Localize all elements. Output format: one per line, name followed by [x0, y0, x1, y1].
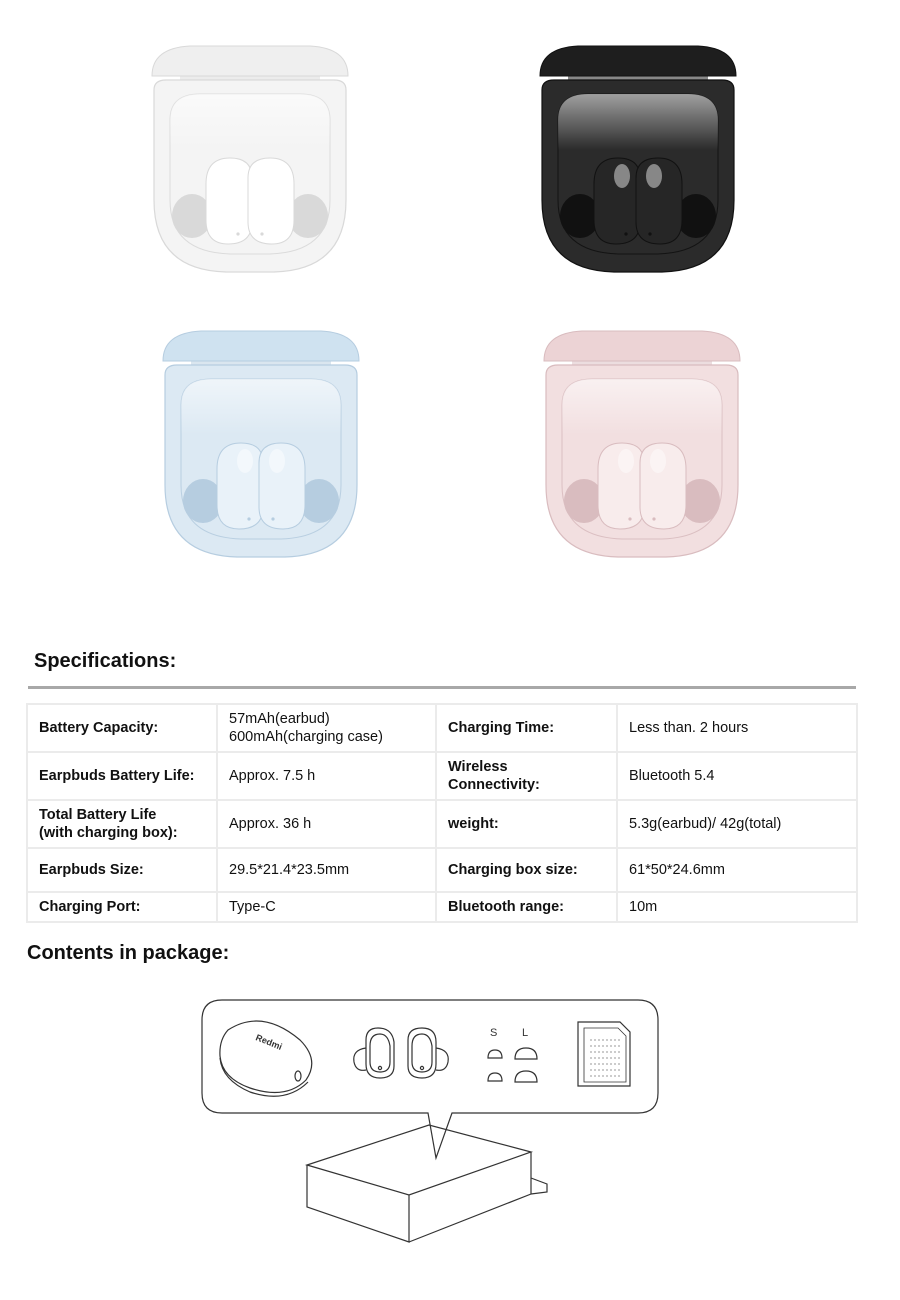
- contents-title: Contents in package:: [27, 942, 230, 964]
- package-box-icon: [307, 1125, 547, 1242]
- spec-value: 29.5*21.4*23.5mm: [217, 848, 436, 892]
- spec-value: Approx. 36 h: [217, 800, 436, 848]
- spec-value: 61*50*24.6mm: [617, 848, 857, 892]
- spec-value: 5.3g(earbud)/ 42g(total): [617, 800, 857, 848]
- specifications-table: [26, 703, 858, 923]
- ear-tips-icon: [488, 1027, 537, 1082]
- earbud-case-pink: [544, 331, 740, 557]
- product-gallery-art: [0, 0, 900, 600]
- earbud-case-white: [152, 46, 348, 272]
- spec-key-line: Wireless: [448, 759, 508, 775]
- product-gallery: [0, 0, 900, 600]
- package-line-art: [0, 990, 900, 1250]
- spec-key: Bluetooth range:: [436, 892, 617, 922]
- spec-value: Less than. 2 hours: [617, 704, 857, 752]
- spec-value: Bluetooth 5.4: [617, 752, 857, 800]
- spec-key: Charging Time:: [436, 704, 617, 752]
- spec-key: [436, 752, 617, 800]
- earbud-case-black: [540, 46, 736, 272]
- user-manual-icon: [578, 1022, 630, 1086]
- spec-key: [27, 800, 217, 848]
- spec-key: Earpbuds Battery Life:: [27, 752, 217, 800]
- spec-value: Type-C: [217, 892, 436, 922]
- earbud-case-blue: [163, 331, 359, 557]
- earbuds-icon: [354, 1028, 449, 1078]
- specifications-title: Specifications:: [34, 650, 177, 672]
- charging-case-icon: [220, 1021, 312, 1096]
- spec-key-line: (with charging box):: [39, 825, 178, 841]
- spec-key: Charging box size:: [436, 848, 617, 892]
- spec-key-line: Connectivity:: [448, 777, 540, 793]
- tip-size-large-label: L: [522, 1027, 529, 1039]
- spec-key: Battery Capacity:: [27, 704, 217, 752]
- spec-value: 10m: [617, 892, 857, 922]
- spec-value: [217, 704, 436, 752]
- table-row: [27, 704, 857, 752]
- spec-key: weight:: [436, 800, 617, 848]
- spec-key: Earpbuds Size:: [27, 848, 217, 892]
- spec-key: Charging Port:: [27, 892, 217, 922]
- table-row: [27, 752, 857, 800]
- spec-value: Approx. 7.5 h: [217, 752, 436, 800]
- table-row: [27, 892, 857, 922]
- table-row: [27, 800, 857, 848]
- spec-value-line: 600mAh(charging case): [229, 729, 383, 745]
- spec-key-line: Total Battery Life: [39, 807, 157, 823]
- package-illustration: [0, 990, 900, 1250]
- spec-value-line: 57mAh(earbud): [229, 711, 330, 727]
- tip-size-small-label: S: [490, 1027, 498, 1039]
- table-row: [27, 848, 857, 892]
- case-logo-text: Redmi: [254, 1032, 284, 1052]
- section-divider: [28, 686, 856, 689]
